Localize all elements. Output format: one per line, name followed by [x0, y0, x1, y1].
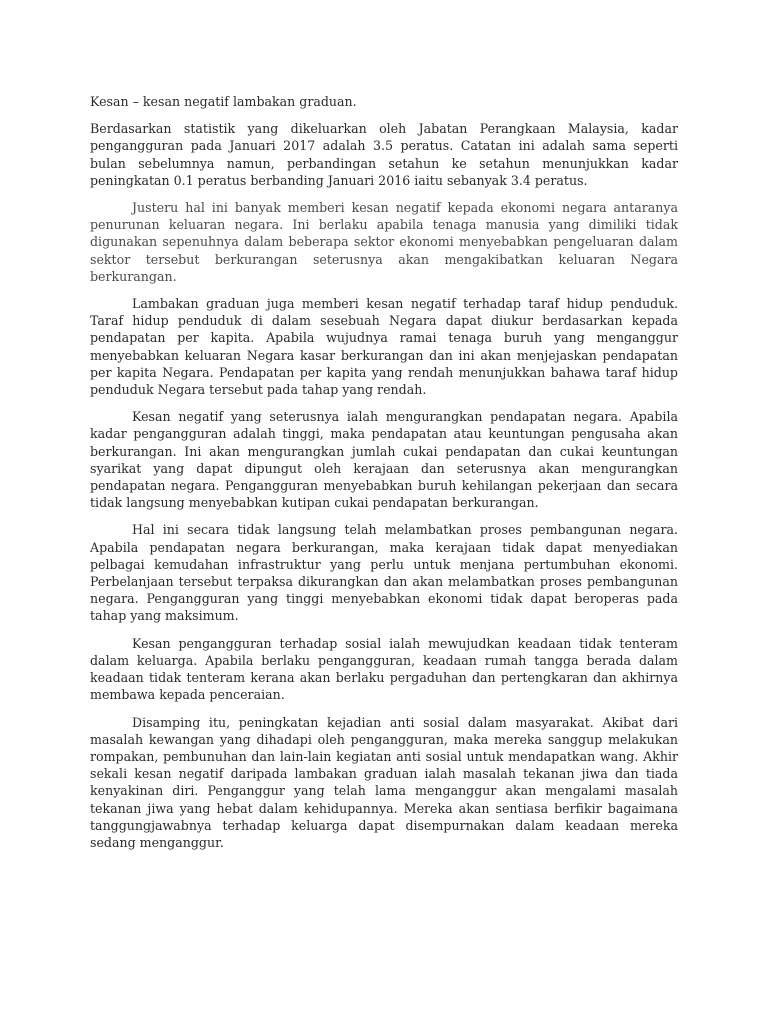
paragraph-statistics: Berdasarkan statistik yang dikeluarkan oleh Jabatan Perangkaan Malaysia, kadar pengangguran pada Januari 2017 adalah 3.5 peratus. Catatan ini adalah sama seperti bulan sebelumnya namun, perbandingan setahun ke setahun menunjukkan kadar peningkatan 0.1 peratus berbanding Januari 2016 iaitu sebanyak 3.4 peratus.	[90, 121, 678, 188]
paragraph-living-standard: Lambakan graduan juga memberi kesan negatif terhadap taraf hidup penduduk. Taraf hidup penduduk di dalam sesebuah Negara dapat diukur berdasarkan kepada pendapatan per kapita. Apabila wujudnya ramai tenaga buruh yang menganggur menyebabkan keluaran Negara kasar berkurangan dan ini akan menjejaskan pendapatan per kapita Negara. Pendapatan per kapita yang rendah menunjukkan bahawa taraf hidup penduduk Negara tersebut pada tahap yang rendah.	[90, 296, 678, 398]
document-page	[90, 93, 678, 861]
paragraph-family: Kesan pengangguran terhadap sosial ialah mewujudkan keadaan tidak tenteram dalam keluarga. Apabila berlaku pengangguran, keadaan rumah tangga berada dalam keadaan tidak tenteram kerana akan berlaku pergaduhan dan pertengkaran dan akhirnya membawa kepada penceraian.	[90, 635, 678, 703]
paragraph-development: Hal ini secara tidak langsung telah melambatkan proses pembangunan negara. Apabila pendapatan negara berkurangan, maka kerajaan tidak dapat menyediakan pelbagai kemudahan infrastruktur yang perlu untuk menjana pertumbuhan ekonomi. Perbelanjaan tersebut terpaksa dikurangkan dan akan melambatkan proses pembangunan negara. Pengangguran yang tinggi menyebabkan ekonomi tidak dapat beroperas pada tahap yang maksimum.	[90, 522, 678, 624]
paragraph-antisocial: Disamping itu, peningkatan kejadian anti sosial dalam masyarakat. Akibat dari masalah kewangan yang dihadapi oleh pengangguran, maka mereka sanggup melakukan rompakan, pembunuhan dan lain-lain kegiatan anti sosial untuk mendapatkan wang. Akhir sekali kesan negatif daripada lambakan graduan ialah masalah tekanan jiwa dan tiada kenyakinan diri. Penganggur yang telah lama menganggur akan mengalami masalah tekanan jiwa yang hebat dalam kehidupannya. Mereka akan sentiasa berfikir bagaimana tanggungjawabnya terhadap keluarga dapat disempurnakan dalam keadaan mereka sedang menganggur.	[90, 714, 678, 850]
document-heading: Kesan – kesan negatif lambakan graduan.	[90, 94, 357, 109]
paragraph-economy: Justeru hal ini banyak memberi kesan negatif kepada ekonomi negara antaranya penurunan keluaran negara. Ini berlaku apabila tenaga manusia yang dimiliki tidak digunakan sepenuhnya dalam beberapa sektor ekonomi menyebabkan pengeluaran dalam sektor tersebut berkurangan seterusnya akan mengakibatkan keluaran Negara berkurangan.	[90, 200, 678, 284]
paragraph-national-income: Kesan negatif yang seterusnya ialah mengurangkan pendapatan negara. Apabila kadar pengangguran adalah tinggi, maka pendapatan atau keuntungan pengusaha akan berkurangan. Ini akan mengurangkan jumlah cukai pendapatan dan cukai keuntungan syarikat yang dapat dipungut oleh kerajaan dan seterusnya akan mengurangkan pendapatan negara. Pengangguran menyebabkan buruh kehilangan pekerjaan dan secara tidak langsung menyebabkan kutipan cukai pendapatan berkurangan.	[90, 409, 678, 511]
